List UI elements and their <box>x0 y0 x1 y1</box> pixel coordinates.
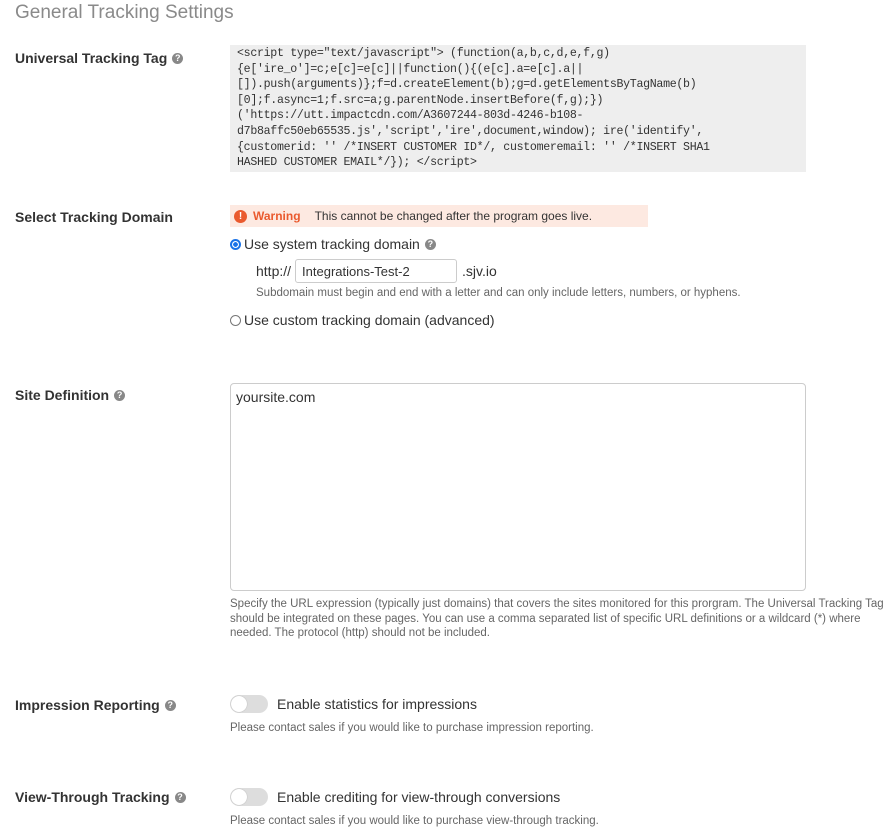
warning-banner <box>230 205 648 227</box>
universal-tracking-tag-label <box>15 50 183 66</box>
page-title: General Tracking Settings <box>15 2 234 23</box>
impression-toggle[interactable] <box>230 695 268 713</box>
radio-label: Use custom tracking domain (advanced) <box>244 312 495 328</box>
subdomain-hint: Subdomain must begin and end with a letter and can only include letters, numbers, or hyphens. <box>256 287 741 299</box>
label-text: Site Definition <box>15 387 110 403</box>
label-text: View-Through Tracking <box>15 789 170 805</box>
impression-hint: Please contact sales if you would like to purchase impression reporting. <box>230 722 594 734</box>
view-through-toggle-row[interactable] <box>230 788 560 806</box>
label-text: Universal Tracking Tag <box>15 50 168 66</box>
radio-label: Use system tracking domain <box>244 236 420 252</box>
view-through-hint: Please contact sales if you would like to purchase view-through tracking. <box>230 815 599 827</box>
help-icon[interactable]: ? <box>165 700 176 711</box>
site-definition-textarea[interactable] <box>230 383 806 591</box>
view-through-label <box>15 789 186 805</box>
help-icon[interactable]: ? <box>172 53 183 64</box>
toggle-label: Enable crediting for view-through conversions <box>277 789 561 805</box>
radio-button[interactable] <box>230 315 241 326</box>
toggle-label: Enable statistics for impressions <box>277 696 477 712</box>
warning-icon: ! <box>234 210 247 223</box>
warning-tag: Warning <box>253 209 301 223</box>
subdomain-row <box>256 259 497 283</box>
help-icon[interactable]: ? <box>114 390 125 401</box>
radio-system-domain[interactable] <box>230 236 436 252</box>
label-text: Select Tracking Domain <box>15 209 173 225</box>
impression-toggle-row[interactable] <box>230 695 477 713</box>
radio-custom-domain[interactable] <box>230 312 495 328</box>
view-through-toggle[interactable] <box>230 788 268 806</box>
tracking-domain-label <box>15 209 173 225</box>
site-definition-help: Specify the URL expression (typically just domains) that covers the sites monitored for this prorgram. The Universal Tracking Tag should be integrated on these pages. You can use a comma separated list of specific URL definitions or a wildcard (*) where needed. The protocol (http) should not be included. <box>230 598 884 639</box>
site-definition-label <box>15 387 125 403</box>
label-text: Impression Reporting <box>15 697 160 713</box>
help-icon[interactable]: ? <box>425 239 436 250</box>
radio-button-selected[interactable] <box>230 239 241 250</box>
tracking-tag-code[interactable]: <script type="text/javascript"> (function(a,b,c,d,e,f,g) {e['ire_o']=c;e[c]=e[c]||function(){(e[c].a=e[c].a|| []).push(arguments)};f=d.createElement(b);g=d.getElementsByTagName(b) [0];f.async=1;f.src=a;g.parentNode.insertBefore(f,g);}) ('https://utt.impactcdn.com/A3607244-803d-4246-b108- d7b8affc50eb65535.js','script','ire',document,window); ire('identify', {customerid: '' /*INSERT CUSTOMER ID*/, customeremail: '' /*INSERT SHA1 HASHED CUSTOMER EMAIL*/}); </script> <box>230 45 806 172</box>
warning-text: This cannot be changed after the program goes live. <box>314 209 593 223</box>
help-icon[interactable]: ? <box>175 792 186 803</box>
http-prefix: http:// <box>256 263 292 279</box>
impression-reporting-label <box>15 697 176 713</box>
subdomain-input[interactable] <box>295 259 457 283</box>
domain-suffix: .sjv.io <box>462 263 497 279</box>
